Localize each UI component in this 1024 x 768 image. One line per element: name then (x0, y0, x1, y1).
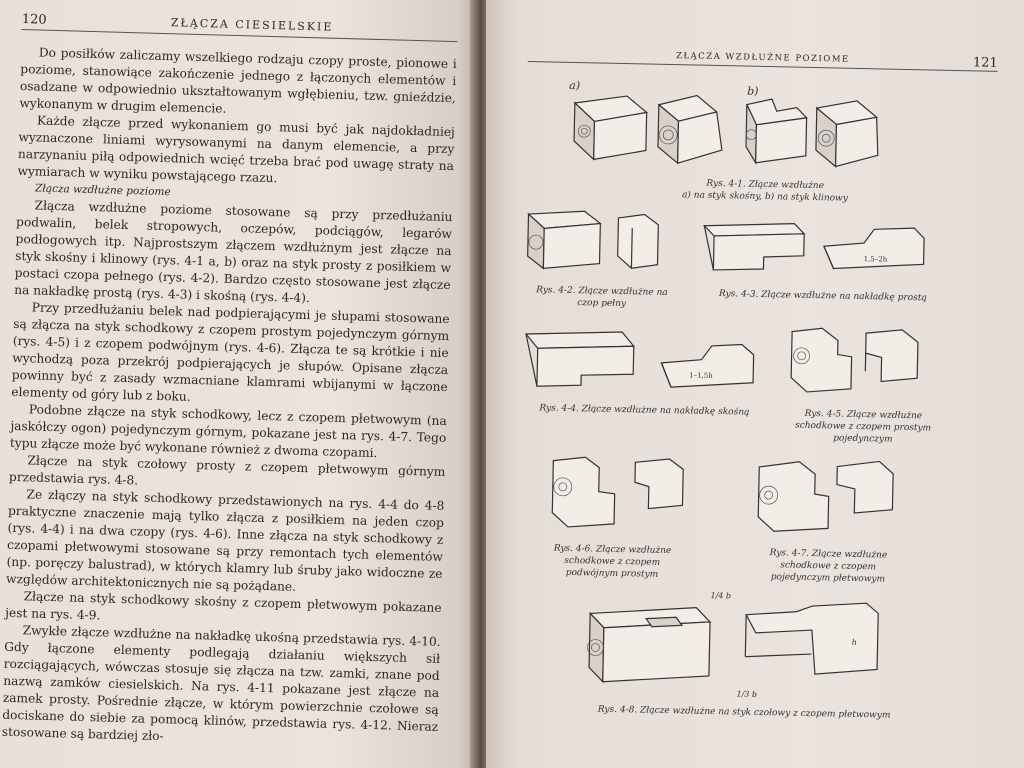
caption-4-6: Rys. 4-6. Złącze wzdłużne schodkowe z czopem podwójnym prostym (553, 543, 672, 580)
figure-row-4-2-4-3 (523, 206, 995, 296)
figures-4-2-4-3-drawing (523, 206, 995, 296)
paragraph: Złącza wzdłużne poziome stosowane są przy przedłużaniu podwalin, belek stropowych, oczepów, podciągów, legarów podłogowych itp. Najprostszym złączem wzdłużnym jest złącze na styk skośny i klinowy (rys. 4-1 a, b) oraz na styk prosty z posiłkiem w postaci czopa pełnego (rys. 4-2). Bardzo często stosowane jest złącze na nakładkę prostą (rys. 4-3) i skośną (rys. 4-4). (14, 198, 453, 306)
paragraph: Każde złącze przed wykonaniem go musi być jak najdokładniej wyznaczone liniami wyrysowanymi na danym elemencie, a przy narzynaniu piłą odpowiednich wcięć trzeba brać pod uwagę straty na wymiarach w wyniku powstającego rzazu. (17, 113, 456, 186)
paragraph: Ze złączy na styk schodkowy przedstawionych na rys. 4-4 do 4-8 praktyczne znaczenie mają tylko złącza z posiłkiem na jeden czop (rys. 4-4) i na dwa czopy (rys. 4-6). Inne złącza na styk schodkowy z czopami płetwowymi stosowane są przy remontach tych elementów (np. poręczy balustrad), w których klamry lub śruby jako widoczne ze względów architektonicznych nie są pożądane. (5, 487, 445, 594)
caption-4-8: Rys. 4-8. Złącze wzdłużne na styk czołowy z czopem płetwowym (597, 704, 891, 721)
section-title: Złącza wzdłużne poziome (34, 182, 171, 199)
figure-row-4-4-4-5 (521, 320, 993, 410)
caption-4-1 (655, 177, 875, 206)
figure-4-1 (565, 73, 907, 190)
paragraph: Zwykłe złącze wzdłużne na nakładkę ukośną przedstawia rys. 4-10. Gdy łączone elementy podlegają działaniu większych sił rozciągających, wówczas stosuje się złącza na tzw. zamki, znane pod nazwą zamków ciesielskich. Na rys. 4-11 pokazane jest złącze na zamek prosty. Pośrednie złącze, w którym powierzchnie czołowe są dociskane do siebie za pomocą klinów, przedstawia rys. 4-12. Nieraz stosowane są bardziej zło- (1, 623, 441, 744)
caption-4-1-title: Rys. 4-1. Złącze wzdłużne (706, 178, 825, 192)
dim-label-4-4: 1–1,5h (689, 371, 713, 380)
caption-4-5: Rys. 4-5. Złącze wzdłużne schodkowe z czopem prostym pojedynczym (795, 408, 932, 445)
caption-4-2: Rys. 4-2. Złącze wzdłużne na czop pełny (536, 285, 668, 310)
left-running-title: ZŁĄCZA CIESIELSKIE (170, 16, 334, 34)
figures-4-4-4-5-drawing (521, 320, 993, 410)
paragraph: Do posiłków zaliczamy wszelkiego rodzaju czopy proste, pionowe i poziome, stanowiące zakończenie jednego z łączonych elementów i osadzane w odpowiednio ukształtowanym wgłębieniu, tzw. gnieździe, wykonanym w drugim elemencie. (19, 45, 457, 116)
figure-4-8-drawing (584, 589, 946, 707)
dim-label-4-8-top: 1/4 b (710, 590, 732, 601)
paragraph: Przy przedłużaniu belek nad podpierającymi je słupami stosowane są złącza na styk schodkowy z czopem prostym pojedynczym górnym (rys. 4-5) i z czopem podwójnym (rys. 4-6). Złącza te są krótkie i nie wychodzą poza przekrój podpierających je słupów. Opisane złącza powinny być z zasady wzmacniane klamrami wbijanymi w łączone elementy od góry lub z boku. (11, 300, 450, 404)
left-page-number: 120 (21, 12, 47, 28)
dim-label-4-3: 1,5–2h (863, 255, 888, 264)
left-page-content (2, 12, 458, 753)
right-running-title: ZŁĄCZA WZDŁUŻNE POZIOME (675, 51, 850, 65)
right-running-head (528, 48, 998, 72)
right-page-content (528, 48, 998, 721)
figures-4-6-4-7-drawing (518, 452, 990, 552)
figure-4-1-drawing (565, 73, 907, 190)
right-page (486, 0, 1024, 768)
paragraph: Złącze na styk schodkowy skośny z czopem płetwowym pokazane jest na rys. 4-9. (5, 589, 442, 623)
paragraph: Podobne złącze na styk schodkowy, lecz z czopem płetwowym (na jaskółczy ogon) pojedynczym górnym, pokazane jest na rys. 4-7. Tego typu złącze może być wykonane również z dwoma czopami. (9, 402, 447, 461)
left-running-head (21, 12, 457, 42)
fig-label-a: a) (569, 78, 581, 93)
figure-4-8 (584, 589, 946, 707)
fig-label-b: b) (747, 84, 759, 98)
paragraph: Złącze na styk czołowy prosty z czopem płetwowym górnym przedstawia rys. 4-8. (8, 453, 446, 488)
dim-label-4-8-bottom: 1/3 b (736, 689, 758, 699)
caption-4-7: Rys. 4-7. Złącze wzdłużne schodkowe z czopem pojedynczym płetwowym (769, 548, 888, 585)
dim-label-h: h (851, 637, 857, 648)
left-page (0, 0, 478, 768)
figure-row-4-6-4-7 (518, 452, 990, 552)
left-body-text (2, 44, 457, 753)
caption-4-3: Rys. 4-3. Złącze wzdłużne na nakładkę prostą (718, 289, 927, 304)
caption-4-4: Rys. 4-4. Złącze wzdłużne na nakładkę skośną (539, 403, 750, 418)
caption-4-1-sub: a) na styk skośny, b) na styk klinowy (681, 190, 848, 204)
right-page-number: 121 (972, 55, 998, 71)
